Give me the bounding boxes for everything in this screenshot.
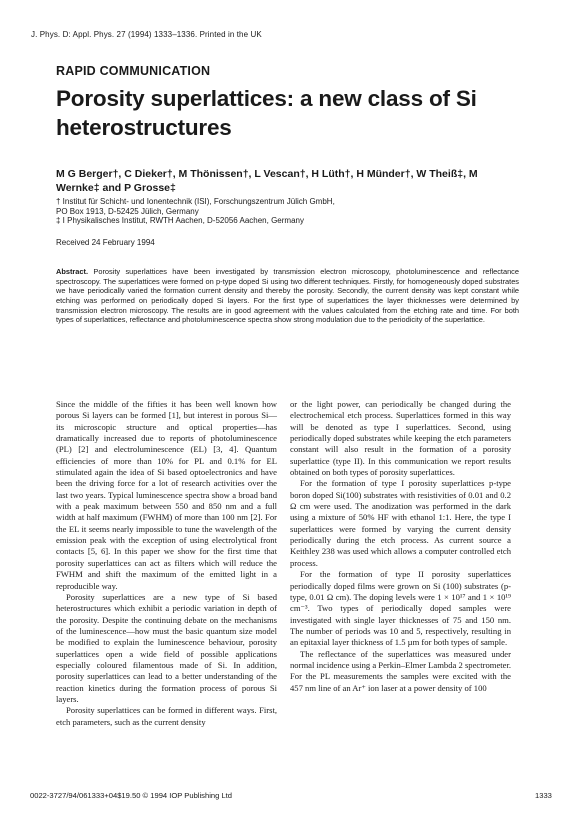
- affiliation-line: † Institut für Schicht- und Ionentechnik (ISI), Forschungszentrum Jülich GmbH,: [56, 197, 335, 206]
- affiliation-line: ‡ I Physikalisches Institut, RWTH Aachen, D-52056 Aachen, Germany: [56, 216, 304, 226]
- journal-reference: J. Phys. D: Appl. Phys. 27 (1994) 1333–1336. Printed in the UK: [31, 30, 262, 39]
- body-paragraph: Porosity superlattices can be formed in different ways. First, etch parameters, such as the current density: [56, 705, 277, 727]
- author-list: M G Berger†, C Dieker†, M Thönissen†, L Vescan†, H Lüth†, H Münder†, W Theiß‡, M Wernke‡ and P Grosse‡: [56, 168, 478, 194]
- section-label: RAPID COMMUNICATION: [56, 64, 211, 78]
- abstract: [56, 267, 519, 325]
- affiliations: [56, 197, 496, 226]
- page-number: 1333: [535, 791, 552, 800]
- received-date: Received 24 February 1994: [56, 238, 155, 247]
- paper-title: Porosity superlattices: a new class of Si heterostructures: [56, 86, 477, 140]
- body-paragraph: For the formation of type I porosity superlattices p-type boron doped Si(100) substrates with resistivities of 0.01 and 0.2 Ω cm were used. The anodization was performed in the dark using a mixture of 50% HF with ethanol 1:1. Here, the type I superlattices were formed by varying the current density periodically during the etch process. As current source a Keithley 238 was used which allows a computer controlled etch process.: [290, 478, 511, 568]
- body-paragraph: For the formation of type II porosity superlattices periodically doped films were grown on Si (100) substrates (p-type, 0.01 Ω cm). The doping levels were 1 × 10¹⁷ and 1 × 10¹⁹ cm⁻³. Two types of periodically doped samples were investigated with single layer thicknesses of 75 and 150 nm. The number of periods was 10 and 5, respectively, resulting in an epitaxial layer thickness of 1.5 µm for both types of sample.: [290, 569, 511, 648]
- body-paragraph: The reflectance of the superlattices was measured under normal incidence using a Perkin–Elmer Lambda 2 spectrometer. For the PL measurements the samples were excited with the 457 nm line of an Ar⁺ ion laser at a power density of 100: [290, 648, 511, 693]
- affiliation-line: PO Box 1913, D-52425 Jülich, Germany: [56, 206, 199, 216]
- body-column-right: [290, 399, 511, 694]
- abstract-heading: Abstract.: [56, 267, 89, 276]
- footer-copyright: 0022-3727/94/061333+04$19.50 © 1994 IOP Publishing Ltd: [30, 791, 233, 800]
- body-paragraph: or the light power, can periodically be changed during the electrochemical etch process. Superlattices formed in this way will be denoted as type I superlattices. Second, using periodically doped substrates while keeping the etch parameters constant will also result in the formation of a porosity superlattice (type II). In this communication we report results obtained on both types of porosity superlattices.: [290, 399, 511, 478]
- body-column-left: [56, 399, 277, 728]
- body-paragraph: Porosity superlattices are a new type of Si based heterostructures which exhibit a periodic variation in depth of the porosity. Despite the continuing debate on the mechanisms of the luminescence—how must the basic quantum size model be modified to explain the luminescence behaviour, porosity superlattices open a wide field of possible applications especially coloured filamentous made of Si. In addition, porosity superlattices can lead to a better understanding of the reaction kinetics during the formation process of porous Si layers.: [56, 591, 277, 704]
- body-paragraph: Since the middle of the fifties it has been well known how porous Si layers can be formed [1], but interest in porous Si—its microscopic structure and optical properties—has dramatically increased due to reports of photoluminescence (PL) [2] and electroluminescence (EL) [3, 4]. Quantum efficiencies of more than 10% for PL and 0.1% for EL stimulated again the idea of Si based optoelectronics and have been the driving force for a lot of research activities over the last two years. Typical luminescence spectra show a broad band with a peak maximum between 550 and 850 nm and a full width at half maximum (FWHM) of more than 100 nm [2]. For the EL it seems nearly impossible to tune the wavelength of the emission peak with the exception of using electrolytical front contacts [5, 6]. In this paper we show for the first time that porosity superlattices can act as filters which will reduce the FWHM and shift the maximum of the emitted light in a reproducible way.: [56, 399, 277, 591]
- abstract-text: Porosity superlattices have been investigated by transmission electron microscopy, photoluminescence and reflectance spectroscopy. The superlattices were formed on p-type doped Si using two different techniques. Firstly, for homogeneously doped substrates we have periodically varied the formation current density and thereby the porosity. Secondly, the current density was kept constant while etching was performed on periodically doped Si layers. For the first type of superlattices the layer thicknesses were determined by transmission electron microscopy. The results are in good agreement with the values calculated from the etching rate and time. For both types of superlattices, reflectance and photoluminescence spectra show strong modulation due to the periodicity of the superlattice.: [56, 267, 519, 325]
